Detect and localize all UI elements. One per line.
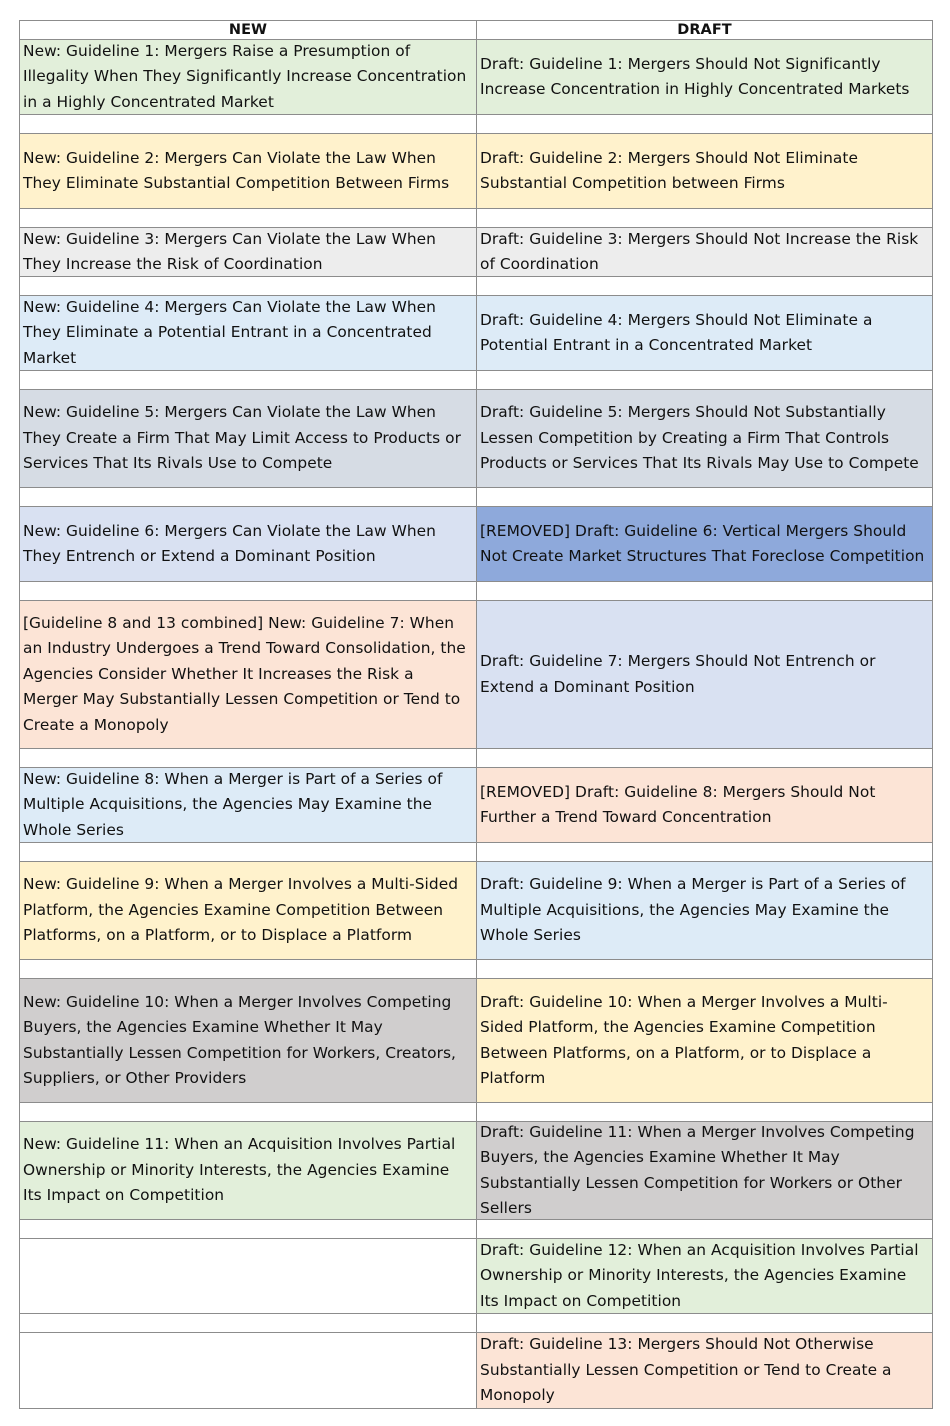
table-row (19, 1332, 933, 1409)
spacer-cell (19, 114, 477, 134)
spacer-row (19, 1219, 933, 1239)
draft-guideline-cell: Draft: Guideline 5: Mergers Should Not Substantially Lessen Competition by Creating a Firm That Controls Products or Services That Its Rivals May Use to Compete (476, 389, 933, 488)
spacer-cell (19, 370, 477, 390)
draft-guideline-cell: Draft: Guideline 2: Mergers Should Not Eliminate Substantial Competition between Firms (476, 133, 933, 209)
spacer-cell (19, 842, 477, 862)
new-guideline-cell: New: Guideline 1: Mergers Raise a Presumption of Illegality When They Significantly Increase Concentration in a Highly Concentrated Market (19, 39, 477, 115)
spacer-cell (476, 748, 933, 768)
spacer-cell (19, 276, 477, 296)
draft-guideline-cell: Draft: Guideline 12: When an Acquisition Involves Partial Ownership or Minority Interests, the Agencies Examine Its Impact on Competition (476, 1238, 933, 1314)
new-guideline-cell: New: Guideline 2: Mergers Can Violate the Law When They Eliminate Substantial Competition Between Firms (19, 133, 477, 209)
draft-guideline-cell: Draft: Guideline 9: When a Merger is Part of a Series of Multiple Acquisitions, the Agencies May Examine the Whole Series (476, 861, 933, 960)
draft-guideline-cell: Draft: Guideline 7: Mergers Should Not Entrench or Extend a Dominant Position (476, 600, 933, 749)
new-guideline-cell (19, 1238, 477, 1314)
draft-guideline-cell: [REMOVED] Draft: Guideline 8: Mergers Should Not Further a Trend Toward Concentration (476, 767, 933, 843)
spacer-row (19, 959, 933, 979)
spacer-cell (19, 208, 477, 228)
table-row (19, 767, 933, 843)
spacer-cell (476, 114, 933, 134)
draft-guideline-cell: [REMOVED] Draft: Guideline 6: Vertical Mergers Should Not Create Market Structures That Foreclose Competition (476, 506, 933, 582)
new-guideline-cell: [Guideline 8 and 13 combined] New: Guideline 7: When an Industry Undergoes a Trend Toward Consolidation, the Agencies Consider Whether It Increases the Risk a Merger May Substantially Lessen Competition or Tend to Create a Monopoly (19, 600, 477, 749)
draft-guideline-cell: Draft: Guideline 3: Mergers Should Not Increase the Risk of Coordination (476, 227, 933, 277)
table-row (19, 600, 933, 749)
spacer-cell (476, 842, 933, 862)
spacer-row (19, 748, 933, 768)
table-row (19, 39, 933, 115)
table-row (19, 1238, 933, 1314)
new-guideline-cell: New: Guideline 4: Mergers Can Violate the Law When They Eliminate a Potential Entrant in a Concentrated Market (19, 295, 477, 371)
spacer-cell (476, 487, 933, 507)
spacer-cell (19, 1219, 477, 1239)
draft-guideline-cell: Draft: Guideline 11: When a Merger Involves Competing Buyers, the Agencies Examine Whether It May Substantially Lessen Competition for Workers or Other Sellers (476, 1121, 933, 1220)
spacer-row (19, 370, 933, 390)
spacer-cell (476, 1313, 933, 1333)
new-guideline-cell: New: Guideline 5: Mergers Can Violate the Law When They Create a Firm That May Limit Access to Products or Services That Its Rivals Use to Compete (19, 389, 477, 488)
table-row (19, 861, 933, 960)
draft-guideline-cell: Draft: Guideline 13: Mergers Should Not Otherwise Substantially Lessen Competition or Tend to Create a Monopoly (476, 1332, 933, 1409)
spacer-cell (19, 581, 477, 601)
spacer-cell (19, 487, 477, 507)
spacer-cell (476, 581, 933, 601)
spacer-row (19, 208, 933, 228)
new-guideline-cell: New: Guideline 10: When a Merger Involves Competing Buyers, the Agencies Examine Whether It May Substantially Lessen Competition for Workers, Creators, Suppliers, or Other Providers (19, 978, 477, 1103)
spacer-row (19, 842, 933, 862)
spacer-cell (476, 959, 933, 979)
table-row (19, 227, 933, 277)
header-row (19, 20, 933, 40)
spacer-cell (476, 370, 933, 390)
spacer-row (19, 1313, 933, 1333)
spacer-cell (19, 1102, 477, 1122)
spacer-cell (476, 276, 933, 296)
spacer-row (19, 114, 933, 134)
new-guideline-cell: New: Guideline 6: Mergers Can Violate the Law When They Entrench or Extend a Dominant Position (19, 506, 477, 582)
new-guideline-cell: New: Guideline 11: When an Acquisition Involves Partial Ownership or Minority Interests, the Agencies Examine Its Impact on Competition (19, 1121, 477, 1220)
spacer-cell (476, 1219, 933, 1239)
table-row (19, 389, 933, 488)
spacer-row (19, 487, 933, 507)
spacer-row (19, 581, 933, 601)
spacer-cell (476, 208, 933, 228)
new-guideline-cell: New: Guideline 3: Mergers Can Violate the Law When They Increase the Risk of Coordination (19, 227, 477, 277)
spacer-cell (19, 959, 477, 979)
new-guideline-cell: New: Guideline 8: When a Merger is Part of a Series of Multiple Acquisitions, the Agencies May Examine the Whole Series (19, 767, 477, 843)
new-guideline-cell: New: Guideline 9: When a Merger Involves a Multi-Sided Platform, the Agencies Examine Competition Between Platforms, on a Platform, or to Displace a Platform (19, 861, 477, 960)
draft-guideline-cell: Draft: Guideline 1: Mergers Should Not Significantly Increase Concentration in Highly Concentrated Markets (476, 39, 933, 115)
table-row (19, 506, 933, 582)
draft-guideline-cell: Draft: Guideline 4: Mergers Should Not Eliminate a Potential Entrant in a Concentrated Market (476, 295, 933, 371)
header-new: NEW (19, 20, 477, 40)
draft-guideline-cell: Draft: Guideline 10: When a Merger Involves a Multi-Sided Platform, the Agencies Examine Competition Between Platforms, on a Platform, or to Displace a Platform (476, 978, 933, 1103)
table-row (19, 295, 933, 371)
table-row (19, 978, 933, 1103)
table-row (19, 1121, 933, 1220)
new-guideline-cell (19, 1332, 477, 1409)
spacer-row (19, 276, 933, 296)
spacer-cell (19, 1313, 477, 1333)
table-row (19, 133, 933, 209)
spacer-cell (19, 748, 477, 768)
header-draft: DRAFT (476, 20, 933, 40)
